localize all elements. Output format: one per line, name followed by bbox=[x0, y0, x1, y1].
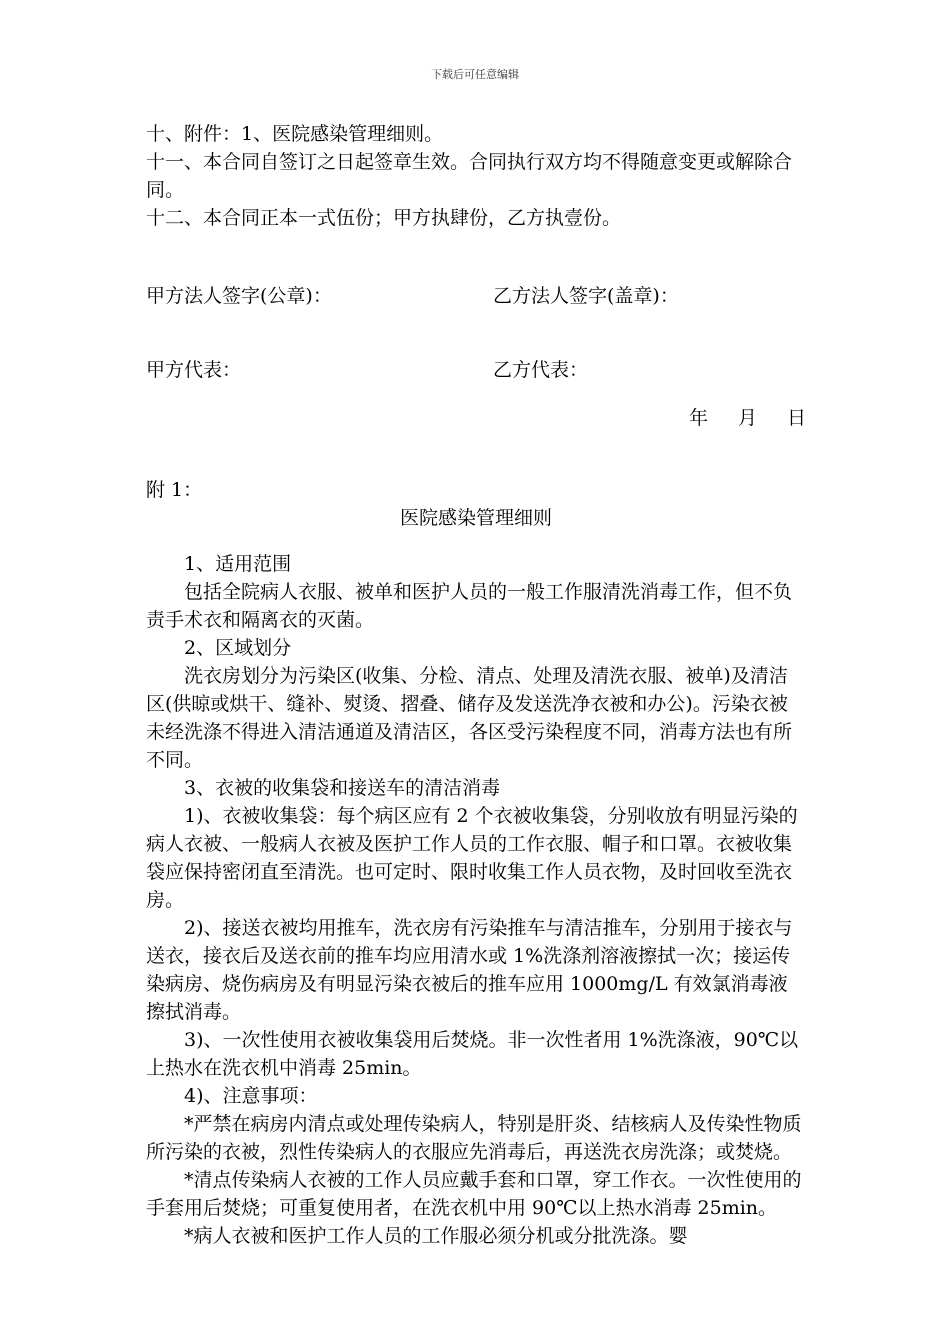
appendix-paragraphs bbox=[146, 550, 806, 1250]
date-line bbox=[146, 404, 806, 432]
date-day: 日 bbox=[786, 407, 806, 429]
appendix-title: 医院感染管理细则 bbox=[399, 507, 552, 529]
document-body bbox=[146, 120, 806, 1250]
appendix-paragraph: 洗衣房划分为污染区(收集、分检、清点、处理及清洗衣服、被单)及清洁区(供晾或烘干、缝补、熨烫、摺叠、储存及发送洗净衣被和办公)。污染衣被未经洗涤不得进入清洁通道及清洁区，各区受污染程度不同，消毒方法也有所不同。 bbox=[146, 665, 793, 771]
appendix-paragraph: 3、衣被的收集袋和接送车的清洁消毒 bbox=[184, 777, 501, 799]
clause-12: 十二、本合同正本一式伍份；甲方执肆份，乙方执壹份。 bbox=[146, 207, 622, 229]
appendix-paragraph: 2、区域划分 bbox=[184, 637, 292, 659]
date-month: 月 bbox=[737, 407, 757, 429]
appendix-paragraph: *病人衣被和医护工作人员的工作服必须分机或分批洗涤。婴 bbox=[184, 1225, 688, 1247]
appendix-paragraph: *清点传染病人衣被的工作人员应戴手套和口罩，穿工作衣。一次性使用的手套用后焚烧；可重复使用者，在洗衣机中用 90℃以上热水消毒 25min。 bbox=[146, 1169, 802, 1219]
party-a-representative-label: 甲方代表： bbox=[146, 359, 242, 381]
date-year: 年 bbox=[688, 407, 708, 429]
party-a-signature-label: 甲方法人签字(公章)： bbox=[146, 285, 332, 307]
clause-10: 十、附件：1、医院感染管理细则。 bbox=[146, 123, 444, 145]
party-b-signature-label: 乙方法人签字(盖章)： bbox=[493, 285, 679, 307]
representative-row bbox=[146, 356, 806, 384]
appendix-paragraph: 2)、接送衣被均用推车，洗衣房有污染推车与清洁推车，分别用于接衣与送衣，接衣后及送衣前的推车均应用清水或 1%洗涤剂溶液擦拭一次；接运传染病房、烧伤病房及有明显污染衣被后的推车应用 1000mg/L 有效氯消毒液擦拭消毒。 bbox=[146, 917, 793, 1023]
signature-row bbox=[146, 282, 806, 310]
appendix-label: 附 1： bbox=[146, 479, 203, 501]
appendix-paragraph: 1)、衣被收集袋：每个病区应有 2 个衣被收集袋，分别收放有明显污染的病人衣被、一般病人衣被及医护工作人员的工作衣服、帽子和口罩。衣被收集袋应保持密闭直至清洗。也可定时、限时收集工作人员衣物，及时回收至洗衣房。 bbox=[146, 805, 798, 911]
page-header-note: 下载后可任意编辑 bbox=[431, 68, 519, 81]
clause-11: 十一、本合同自签订之日起签章生效。合同执行双方均不得随意变更或解除合同。 bbox=[146, 151, 793, 201]
appendix-paragraph: 包括全院病人衣服、被单和医护人员的一般工作服清洗消毒工作，但不负责手术衣和隔离衣的灭菌。 bbox=[146, 581, 793, 631]
appendix-paragraph: *严禁在病房内清点或处理传染病人，特别是肝炎、结核病人及传染性物质所污染的衣被，烈性传染病人的衣服应先消毒后，再送洗衣房洗涤；或焚烧。 bbox=[146, 1113, 802, 1163]
appendix-paragraph: 3)、一次性使用衣被收集袋用后焚烧。非一次性者用 1%洗涤液，90℃以上热水在洗衣机中消毒 25min。 bbox=[146, 1029, 799, 1079]
appendix-paragraph: 1、适用范围 bbox=[184, 553, 292, 575]
party-b-representative-label: 乙方代表： bbox=[493, 359, 589, 381]
appendix-paragraph: 4)、注意事项： bbox=[184, 1085, 318, 1107]
